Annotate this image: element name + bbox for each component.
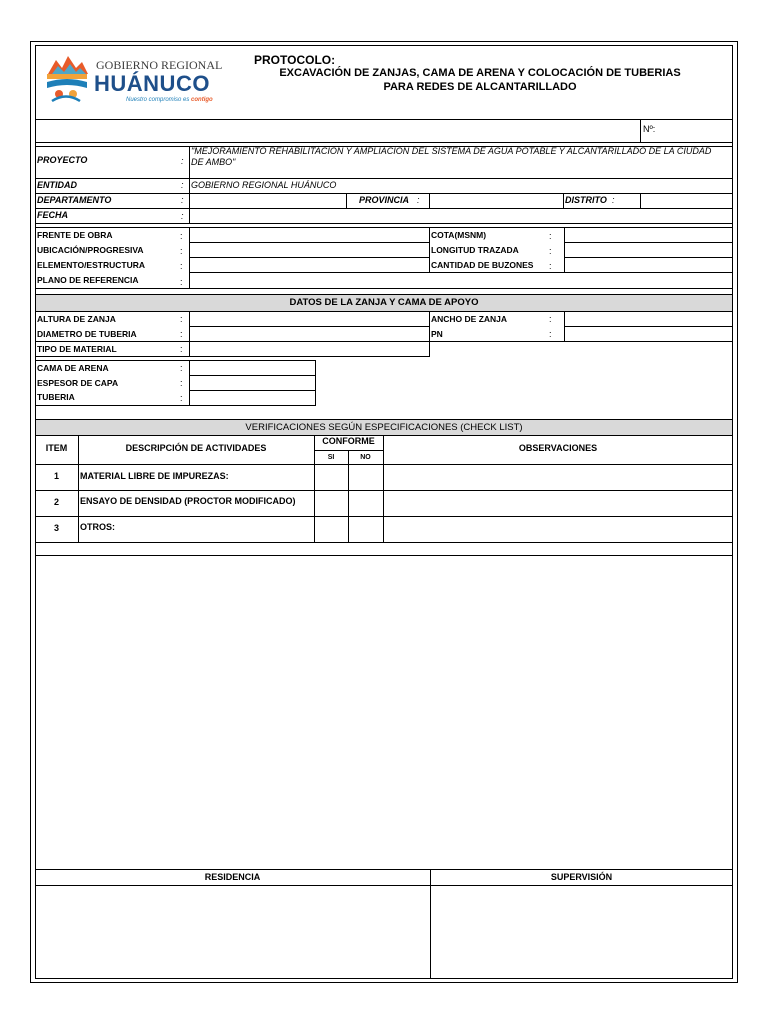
frente-label: FRENTE DE OBRA	[37, 230, 113, 240]
logo-slogan-text: Nuestro compromiso es	[126, 97, 192, 103]
divider	[35, 193, 733, 194]
elemento-label: ELEMENTO/ESTRUCTURA	[37, 260, 145, 270]
row-no-checkbox[interactable]	[349, 465, 383, 490]
protocol-label: PROTOCOLO:	[254, 53, 336, 67]
number-label: Nº:	[643, 124, 656, 134]
divider	[346, 193, 347, 208]
diametro-label: DIAMETRO DE TUBERIA	[37, 329, 137, 339]
divider	[35, 223, 733, 224]
zanja-section-title: DATOS DE LA ZANJA Y CAMA DE APOYO	[35, 294, 733, 312]
divider	[563, 193, 564, 208]
divider	[35, 178, 733, 179]
col-si-header: SI	[327, 454, 335, 461]
divider	[564, 312, 565, 341]
row-item: 1	[53, 471, 59, 481]
colon: :	[180, 314, 183, 324]
cama-label: CAMA DE ARENA	[37, 363, 109, 373]
colon: :	[549, 246, 552, 256]
row-item: 3	[53, 523, 59, 533]
row-desc: OTROS:	[80, 522, 115, 532]
divider	[430, 272, 733, 273]
logo-slogan	[126, 96, 213, 104]
row-desc: MATERIAL LIBRE DE IMPUREZAS:	[80, 471, 229, 481]
colon: :	[549, 231, 552, 241]
proyecto-value: "MEJORAMIENTO REHABILITACION Y AMPLIACION DEL SISTEMA DE AGUA POTABLE Y ALCANTARILLADO DE LA CIUDAD DE AMBO"	[191, 146, 712, 167]
row-desc: ENSAYO DE DENSIDAD (PROCTOR MODIFICADO)	[80, 496, 296, 506]
buzones-label: CANTIDAD DE BUZONES	[431, 260, 534, 270]
row-si-checkbox[interactable]	[315, 465, 348, 490]
altura-label: ALTURA DE ZANJA	[37, 314, 116, 324]
colon: :	[180, 393, 183, 403]
colon: :	[180, 329, 183, 339]
distrito-field[interactable]	[641, 194, 733, 208]
colon: :	[180, 246, 183, 256]
provincia-label: PROVINCIA	[359, 195, 410, 205]
colon: :	[180, 277, 183, 287]
colon: :	[181, 156, 184, 166]
fecha-field[interactable]	[190, 209, 733, 223]
checklist-section-title: VERIFICACIONES SEGÚN ESPECIFICACIONES (CHECK LIST)	[35, 419, 733, 436]
colon: :	[181, 211, 184, 221]
divider	[640, 119, 641, 142]
tuberia-label: TUBERIA	[37, 392, 75, 402]
departamento-field[interactable]	[190, 194, 346, 208]
divider	[35, 490, 733, 491]
divider	[430, 869, 431, 979]
divider	[564, 257, 733, 258]
colon: :	[180, 378, 183, 388]
longitud-label: LONGITUD TRAZADA	[431, 245, 519, 255]
divider	[35, 288, 733, 289]
colon: :	[549, 261, 552, 271]
col-no-header: NO	[360, 454, 371, 461]
logo-line2: HUÁNUCO	[94, 71, 210, 96]
proyecto-label: PROYECTO	[37, 155, 88, 165]
fecha-label: FECHA	[37, 210, 68, 220]
logo-line1: GOBIERNO REGIONAL	[96, 58, 223, 72]
cota-label: COTA(MSNM)	[431, 230, 487, 240]
divider	[189, 360, 190, 406]
row-no-checkbox[interactable]	[349, 491, 383, 516]
divider	[35, 464, 733, 465]
ancho-label: ANCHO DE ZANJA	[431, 314, 508, 324]
plano-label: PLANO DE REFERENCIA	[37, 275, 139, 285]
divider	[35, 869, 733, 870]
logo-slogan-accent: contigo	[191, 97, 213, 103]
ubicacion-label: UBICACIÓN/PROGRESIVA	[37, 245, 144, 255]
col-desc-header: DESCRIPCIÓN DE ACTIVIDADES	[125, 443, 267, 453]
divider	[189, 390, 316, 391]
logo	[42, 52, 232, 108]
distrito-label: DISTRITO	[565, 195, 607, 205]
provincia-field[interactable]	[430, 194, 563, 208]
colon: :	[549, 314, 552, 324]
residencia-label: RESIDENCIA	[204, 872, 261, 882]
colon: :	[180, 261, 183, 271]
row-no-checkbox[interactable]	[349, 517, 383, 543]
row-si-checkbox[interactable]	[315, 491, 348, 516]
divider	[429, 227, 430, 272]
divider	[189, 326, 430, 327]
divider	[35, 119, 733, 120]
divider	[564, 242, 733, 243]
colon: :	[180, 363, 183, 373]
divider	[429, 312, 430, 356]
row-si-checkbox[interactable]	[315, 517, 348, 543]
divider	[35, 142, 733, 143]
divider	[35, 885, 733, 886]
col-obs-header: OBSERVACIONES	[518, 443, 598, 453]
logo-emblem	[42, 52, 90, 104]
row-item: 2	[53, 497, 59, 507]
pn-label: PN	[431, 329, 443, 339]
protocol-title-line2: PARA REDES DE ALCANTARILLADO	[383, 81, 577, 93]
supervision-label: SUPERVISIÓN	[550, 872, 613, 882]
departamento-label: DEPARTAMENTO	[37, 195, 112, 205]
entidad-label: ENTIDAD	[37, 180, 77, 190]
colon: :	[612, 195, 615, 205]
divider	[35, 341, 430, 342]
divider	[189, 242, 430, 243]
divider	[35, 516, 733, 517]
protocol-title-line1: EXCAVACIÓN DE ZANJAS, CAMA DE ARENA Y COLOCACIÓN DE TUBERIAS	[279, 67, 681, 79]
colon: :	[549, 329, 552, 339]
divider	[35, 227, 733, 228]
col-conforme-header: CONFORME	[322, 436, 375, 446]
colon: :	[417, 195, 420, 205]
divider	[430, 341, 733, 342]
divider	[564, 227, 565, 272]
divider	[35, 555, 733, 556]
divider	[189, 227, 190, 288]
espesor-label: ESPESOR DE CAPA	[37, 378, 119, 388]
divider	[189, 257, 430, 258]
entidad-value: GOBIERNO REGIONAL HUÁNUCO	[191, 180, 337, 190]
colon: :	[180, 344, 183, 354]
divider	[189, 375, 316, 376]
divider	[189, 272, 430, 273]
colon: :	[181, 180, 184, 190]
divider	[189, 312, 190, 356]
colon: :	[180, 231, 183, 241]
divider	[35, 356, 430, 357]
col-item-header: ITEM	[45, 443, 68, 453]
divider	[564, 326, 733, 327]
colon: :	[181, 195, 184, 205]
material-label: TIPO DE MATERIAL	[37, 344, 117, 354]
